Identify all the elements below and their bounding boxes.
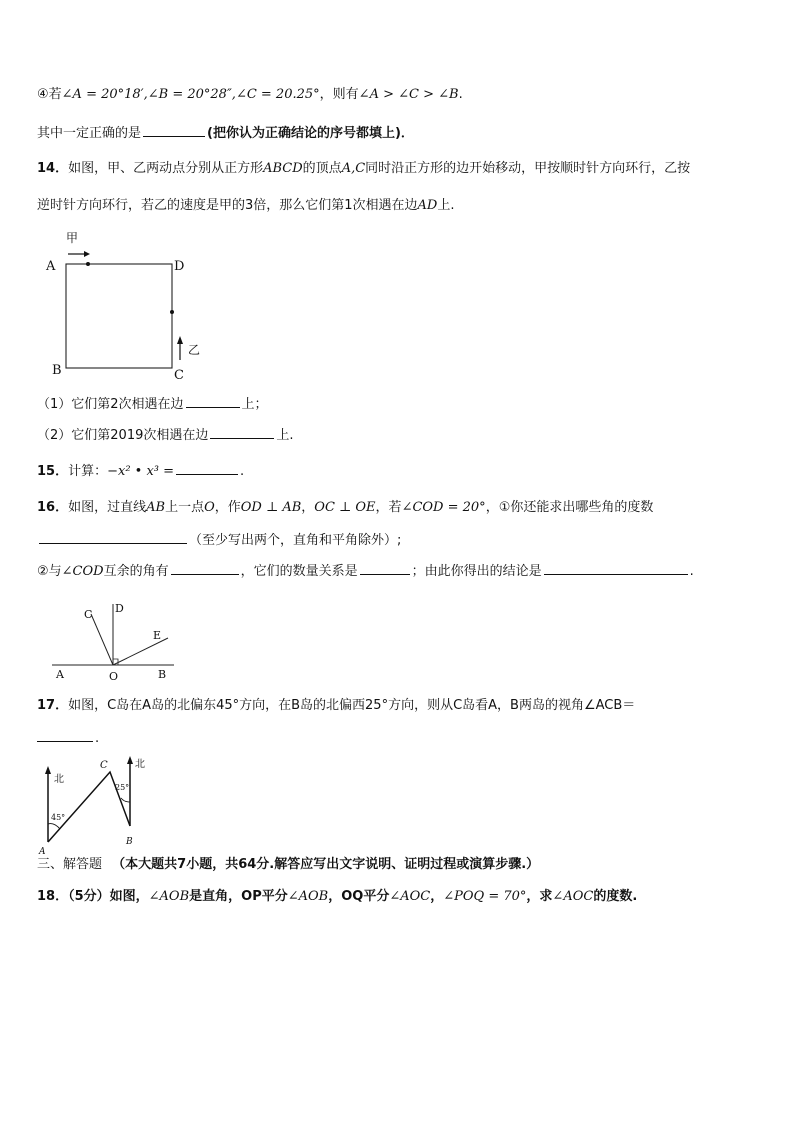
label-E: E [153, 629, 162, 642]
q14-text: 逆时针方向环行，若乙的速度是甲的3倍，那么它们第1次相遇在边 [37, 198, 418, 213]
label-north-a: 北 [54, 774, 64, 785]
q13-hint: (把你认为正确结论的序号都填上)． [207, 126, 414, 141]
vertex-B: B [52, 363, 62, 378]
north-arrow-b-icon [127, 756, 133, 764]
q14-math: A,C [341, 161, 366, 176]
ray-oe [113, 638, 168, 665]
q16-blank-4[interactable] [544, 562, 688, 575]
q13-prompt: 其中一定正确的是 [37, 126, 142, 141]
q16-line-3 [37, 562, 694, 581]
q18-math: ∠AOC [552, 889, 594, 904]
label-O: O [109, 670, 119, 683]
q15-end: . [240, 464, 245, 479]
north-arrow-a-icon [45, 766, 51, 774]
q14-line-1 [37, 160, 690, 178]
q18 [37, 888, 637, 906]
q14-square-figure [40, 226, 200, 386]
q16-text: （至少写出两个，直角和平角除外）; [189, 533, 402, 548]
q14-sub2-blank[interactable] [210, 426, 274, 439]
q16-text: 如图，过直线 [68, 500, 147, 515]
vertex-C: C [174, 368, 184, 383]
q16-angle-figure [50, 598, 180, 684]
q14-number: 14． [37, 161, 69, 176]
angle-arc-a [48, 824, 60, 829]
q16-math: AB [146, 500, 166, 515]
q17-number: 17． [37, 698, 69, 713]
q14-text: 如图，甲、乙两动点分别从正方形 [68, 161, 264, 176]
label-jia: 甲 [66, 231, 79, 245]
q14-text: 同时沿正方形的边开始移动，甲按顺时针方向环行，乙按 [365, 161, 691, 176]
q16-text: ，①你还能求出哪些角的度数 [485, 500, 654, 515]
q16-text: ，它们的数量关系是 [240, 564, 358, 579]
q14-sub1-blank[interactable] [186, 395, 240, 408]
q16-line-2 [37, 531, 401, 550]
q17-blank[interactable] [37, 729, 93, 742]
ray-oc [91, 614, 113, 665]
q18-text: ， [430, 889, 444, 904]
q18-math: ∠AOB [148, 889, 190, 904]
q18-math: ∠AOB [287, 889, 329, 904]
label-C: C [84, 608, 93, 621]
q16-math: OD ⊥ AB [240, 500, 302, 515]
q18-text: ，OQ平分 [328, 889, 390, 904]
q15-number: 15． [37, 464, 69, 479]
q16-text: 上一点 [165, 500, 205, 515]
q13-answer-blank[interactable] [143, 124, 205, 137]
q15-text: 计算： [68, 464, 108, 479]
q14-text: 的顶点 [302, 161, 342, 176]
label-A: A [39, 847, 46, 856]
q18-text: 的度数. [593, 889, 638, 904]
statement-4-math: ∠A = 20°18′,∠B = 20°28″,∠C = 20.25° [61, 87, 320, 102]
q14-sub-1 [37, 395, 268, 414]
point-yi [170, 310, 174, 314]
label-A: A [56, 668, 64, 681]
q17-bearing-figure [38, 754, 158, 856]
q14-sub2-text: （2）它们第2019次相遇在边 [37, 428, 209, 443]
yi-arrowhead-icon [177, 336, 183, 344]
q16-text: ，作 [214, 500, 241, 515]
label-C: C [100, 760, 108, 771]
q18-text: （5分）如图， [68, 889, 149, 904]
q15-math: −x² • x³ = [107, 464, 175, 479]
section-3-title: 三、解答题 [37, 857, 103, 872]
q14-sub1-end: 上； [241, 397, 268, 412]
point-jia [86, 262, 90, 266]
q14-math: ABCD [263, 161, 303, 176]
q18-number: 18． [37, 889, 69, 904]
q16-text: ， [301, 500, 315, 515]
label-D: D [115, 602, 124, 615]
q17-line-2 [37, 729, 99, 748]
q16-math: OC ⊥ OE [314, 500, 376, 515]
q18-text: 是直角，OP平分 [189, 889, 288, 904]
angle-arc-b [121, 798, 130, 802]
q16-text: 互余的角有 [103, 564, 169, 579]
q16-text: ；由此你得出的结论是 [411, 564, 542, 579]
q16-blank-1[interactable] [39, 531, 187, 544]
q16-math: O [204, 500, 215, 515]
q16-blank-2[interactable] [171, 562, 239, 575]
q13-answer-line [37, 124, 414, 143]
q16-blank-3[interactable] [360, 562, 410, 575]
label-45deg: 45° [51, 813, 66, 822]
statement-4 [37, 86, 463, 104]
q14-sub2-end: 上. [276, 428, 294, 443]
statement-4-relation: ∠A > ∠C > ∠B [358, 87, 459, 102]
q14-sub1-text: （1）它们第2次相遇在边 [37, 397, 184, 412]
q16-math: ∠COD = 20° [401, 500, 486, 515]
q16-text: ，若 [375, 500, 402, 515]
q16-line-1 [37, 499, 653, 517]
q14-text: 上. [437, 198, 455, 213]
q14-line-2 [37, 197, 455, 215]
q15 [37, 462, 244, 481]
label-B: B [126, 837, 133, 847]
q17-text: 如图，C岛在A岛的北偏东45°方向，在B岛的北偏西25°方向，则从C岛看A，B两岛的视角∠ACB＝ [68, 698, 636, 713]
label-25deg: 25° [115, 783, 130, 792]
vertex-A: A [46, 259, 56, 274]
label-B: B [158, 668, 167, 681]
q14-sub-2 [37, 426, 294, 445]
q18-text: ，求 [526, 889, 553, 904]
q18-math: ∠POQ = 70° [443, 889, 527, 904]
statement-4-mid: ，则有 [319, 87, 359, 102]
q18-math: ∠AOC [389, 889, 431, 904]
statement-4-prefix: ④若 [37, 87, 62, 102]
q17-end: . [95, 731, 100, 746]
section-3-header [37, 856, 539, 874]
q16-text: . [689, 564, 694, 579]
q14-math: AD [417, 198, 438, 213]
section-3-desc: （本大题共7小题，共64分.解答应写出文字说明、证明过程或演算步骤.） [112, 857, 540, 872]
q17-line-1 [37, 697, 635, 715]
vertex-D: D [174, 259, 185, 274]
label-north-b: 北 [135, 759, 145, 770]
q16-number: 16． [37, 500, 69, 515]
q16-math: ∠COD [61, 564, 104, 579]
square-abcd [66, 264, 172, 368]
statement-4-end: . [458, 87, 463, 102]
label-yi: 乙 [188, 343, 200, 357]
q16-text: ②与 [37, 564, 62, 579]
q15-blank[interactable] [176, 462, 238, 475]
jia-arrowhead-icon [84, 251, 90, 257]
